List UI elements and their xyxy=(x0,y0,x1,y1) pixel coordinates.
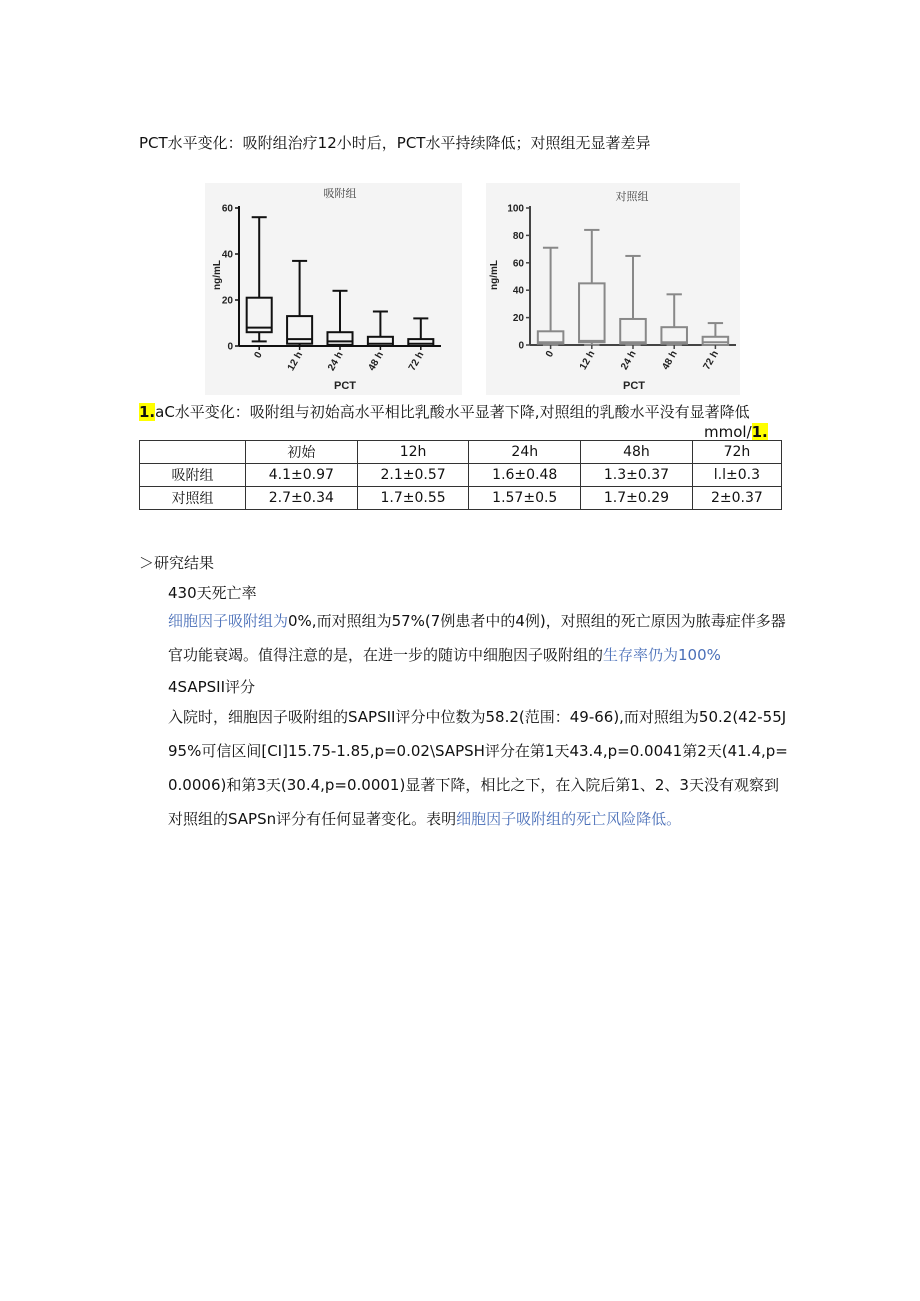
x-tick-label: 12 h xyxy=(577,349,598,372)
table-cell: 1.6±0.48 xyxy=(469,464,581,487)
table-cell: 4.1±0.97 xyxy=(246,464,358,487)
x-tick-label: 48 h xyxy=(660,349,680,372)
lac-heading xyxy=(139,401,750,422)
box-iqr xyxy=(408,339,433,346)
table-cell: 1.7±0.55 xyxy=(357,487,469,510)
table-cell: 1.7±0.29 xyxy=(581,487,693,510)
table-cell: 2.7±0.34 xyxy=(246,487,358,510)
control-boxplot xyxy=(486,183,740,395)
x-tick-label: 72 h xyxy=(701,349,721,372)
y-axis-label: ng/mL xyxy=(212,260,223,290)
box-iqr xyxy=(327,332,352,345)
adsorption-chart xyxy=(205,183,462,395)
box-3 xyxy=(368,312,393,347)
y-axis-label: ng/mL xyxy=(489,260,500,290)
y-tick-label: 40 xyxy=(221,249,233,261)
saps-highlight: 细胞因子吸附组的死亡风险降低。 xyxy=(456,810,682,828)
box-2 xyxy=(327,291,352,346)
table-header-cell: 12h xyxy=(357,441,469,464)
box-1 xyxy=(579,230,605,345)
control-chart xyxy=(486,183,740,395)
table-cell: l.l±0.3 xyxy=(692,464,781,487)
y-tick-label: 20 xyxy=(221,295,233,307)
x-tick-label: 0 xyxy=(543,349,557,360)
table-cell: 对照组 xyxy=(140,487,246,510)
pct-heading: PCT水平变化：吸附组治疗12小时后，PCT水平持续降低；对照组无显著差异 xyxy=(139,134,651,152)
table-header-cell xyxy=(140,441,246,464)
box-iqr xyxy=(703,337,729,345)
lac-heading-highlight: 1. xyxy=(139,403,156,421)
table-cell: 1.3±0.37 xyxy=(581,464,693,487)
box-iqr xyxy=(620,319,646,344)
chart-title: 对照组 xyxy=(615,191,649,203)
y-tick-label: 60 xyxy=(512,258,524,270)
table-header-cell: 24h xyxy=(469,441,581,464)
saps-text: 入院时，细胞因子吸附组的SAPSII评分中位数为58.2(范围：49-66),而对照组为50.2(42-55J95%可信区间[CI]15.75-1.85,p=0.02\SAPSH评分在第1天43.4,p=0.0041第2天(41.4,p=0.0006)和第3天(30.4,p=0.0001)显著下降，相比之下，在入院后第1、2、3天没有观察到对照组的SAPSn评分有任何显著变化。表明 xyxy=(168,708,788,828)
table-cell: 2.1±0.57 xyxy=(357,464,469,487)
lactate-table xyxy=(139,440,782,510)
x-tick-label: 12 h xyxy=(285,350,306,373)
table-cell: 吸附组 xyxy=(140,464,246,487)
box-0 xyxy=(538,248,564,345)
results-heading: ＞研究结果 xyxy=(139,554,215,572)
y-tick-label: 100 xyxy=(507,203,524,215)
box-0 xyxy=(247,217,272,341)
table-cell: 2±0.37 xyxy=(692,487,781,510)
mortality-highlight: 细胞因子吸附组为 xyxy=(168,612,289,630)
box-4 xyxy=(703,323,729,345)
x-axis-label: PCT xyxy=(623,380,645,392)
table-header-cell: 48h xyxy=(581,441,693,464)
box-1 xyxy=(287,261,312,346)
y-tick-label: 20 xyxy=(512,313,524,325)
mortality-title: 430天死亡率 xyxy=(168,584,257,602)
lac-unit-text: mmol/ xyxy=(704,423,752,441)
table-row xyxy=(140,464,782,487)
lac-unit xyxy=(704,423,768,441)
x-tick-label: 72 h xyxy=(406,350,427,373)
y-tick-label: 0 xyxy=(518,340,524,352)
lac-heading-text: aC水平变化：吸附组与初始高水平相比乳酸水平显著下降,对照组的乳酸水平没有显著降低 xyxy=(155,403,750,421)
table-row xyxy=(140,487,782,510)
mortality-paragraph xyxy=(168,604,788,672)
x-tick-label: 0 xyxy=(252,350,265,361)
x-tick-label: 48 h xyxy=(366,350,386,373)
adsorption-boxplot xyxy=(205,183,462,395)
box-4 xyxy=(408,318,433,346)
y-tick-label: 80 xyxy=(512,230,524,242)
box-2 xyxy=(620,256,646,345)
box-iqr xyxy=(661,327,687,343)
table-cell: 1.57±0.5 xyxy=(469,487,581,510)
survival-highlight: 生存率仍为100% xyxy=(603,646,721,664)
saps-title: 4SAPSII评分 xyxy=(168,678,256,696)
x-tick-label: 24 h xyxy=(619,349,639,372)
x-tick-label: 24 h xyxy=(326,350,346,373)
mortality-text: 0%,而对照组为57%(7例患者中的4例)，对照组的死亡原因为脓毒症伴多器官功能衰竭。值得注意的是，在进一步的随访中细胞因子吸附组的 xyxy=(168,612,786,664)
box-3 xyxy=(661,294,687,345)
x-axis-label: PCT xyxy=(334,380,356,392)
y-tick-label: 0 xyxy=(227,341,233,353)
lac-unit-highlight: 1. xyxy=(751,423,768,441)
table-header-cell: 初始 xyxy=(246,441,358,464)
y-tick-label: 40 xyxy=(512,285,524,297)
box-iqr xyxy=(579,283,605,342)
table-header-row xyxy=(140,441,782,464)
saps-paragraph xyxy=(168,700,788,836)
table-header-cell: 72h xyxy=(692,441,781,464)
chart-title: 吸附组 xyxy=(323,188,357,200)
y-tick-label: 60 xyxy=(221,203,233,215)
